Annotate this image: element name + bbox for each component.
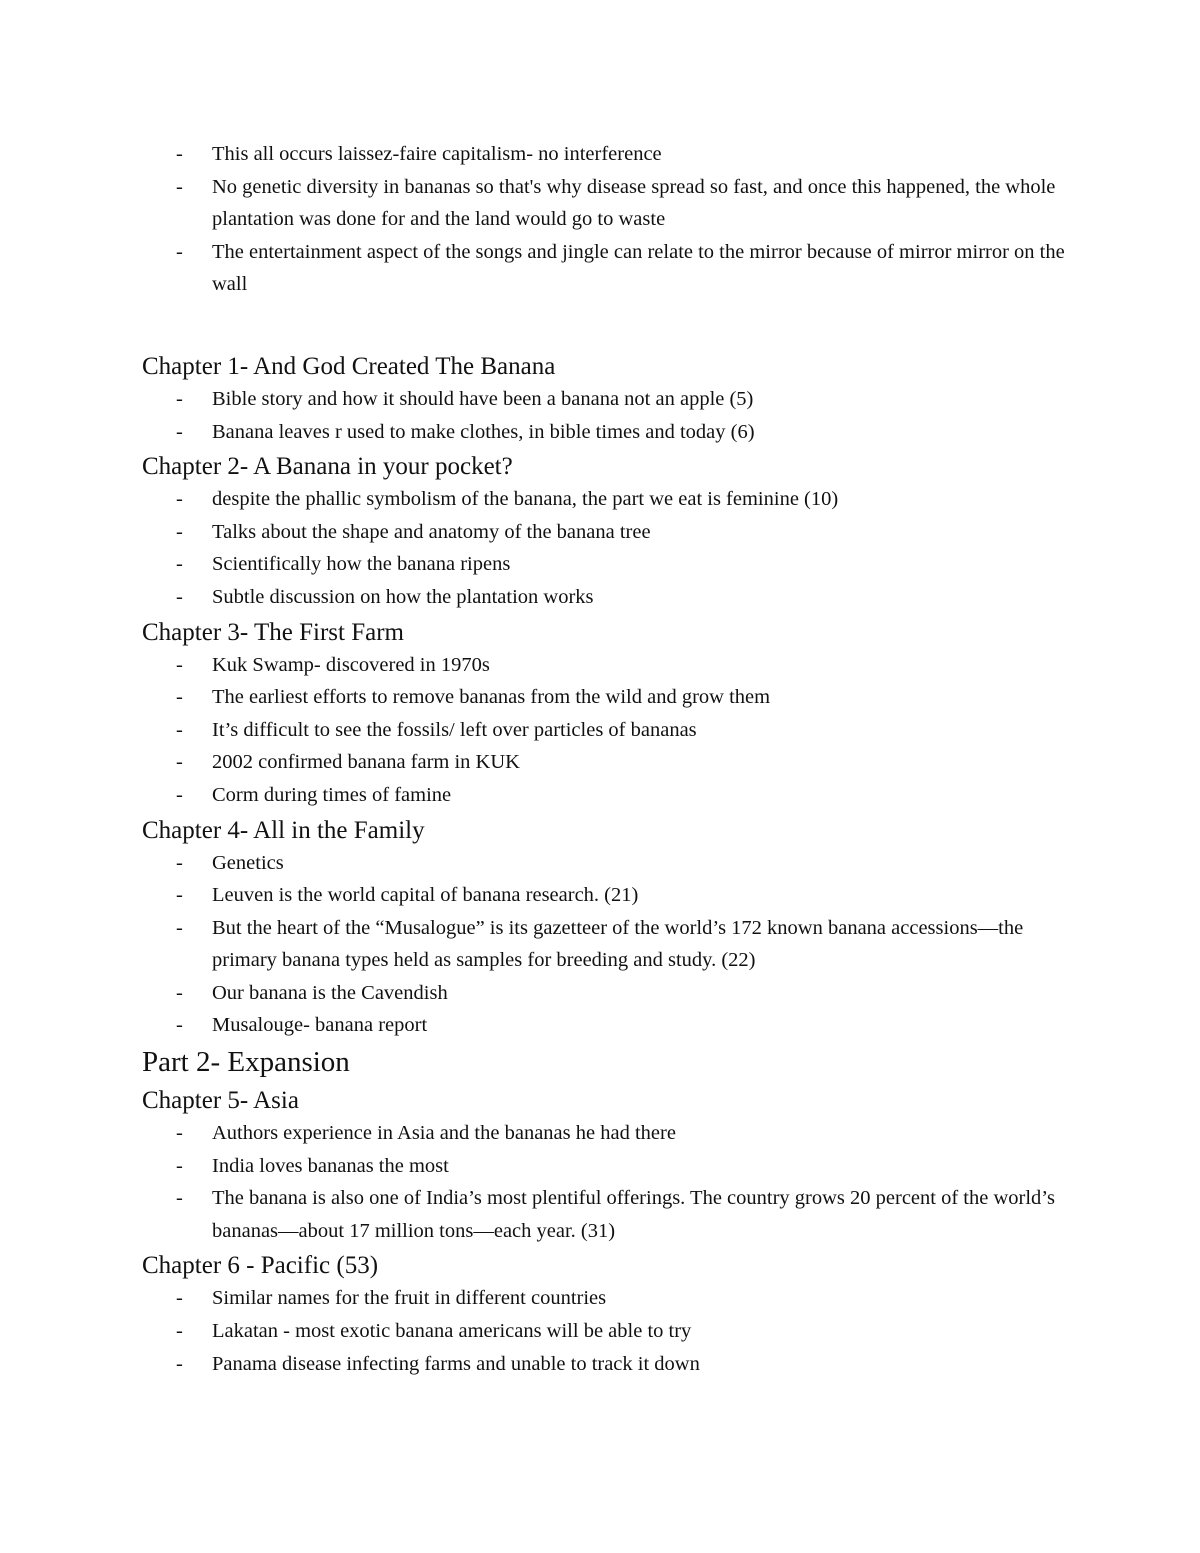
bullet-dash: - [176,1014,183,1037]
list-item [142,912,1080,977]
list-item [142,681,1080,714]
chapter-6-bullet-list [142,1282,1080,1380]
list-item [142,977,1080,1010]
list-item [142,879,1080,912]
bullet-text: It’s difficult to see the fossils/ left over particles of bananas [212,718,697,741]
chapter-6-heading: Chapter 6 - Pacific (53) [142,1252,379,1280]
bullet-dash: - [176,916,183,939]
bullet-dash: - [176,783,183,806]
list-item [142,1282,1080,1315]
list-item [142,1182,1080,1247]
bullet-text: The banana is also one of India’s most plentiful offerings. The country grows 20 percent of the world’s bananas—about 17 million tons—each year. (31) [212,1187,1055,1242]
bullet-text: Authors experience in Asia and the bananas he had there [212,1122,676,1145]
bullet-dash: - [176,1187,183,1210]
bullet-dash: - [176,751,183,774]
chapter-1-bullet-list [142,383,1080,448]
list-item [142,1315,1080,1348]
bullet-text: Kuk Swamp- discovered in 1970s [212,653,490,676]
bullet-dash: - [176,585,183,608]
chapter-4-heading: Chapter 4- All in the Family [142,816,425,844]
part-2-heading: Part 2- Expansion [142,1046,350,1079]
list-item [142,847,1080,880]
list-item [142,649,1080,682]
bullet-dash: - [176,1352,183,1375]
list-item [142,236,1080,301]
bullet-dash: - [176,981,183,1004]
list-item [142,779,1080,812]
bullet-dash: - [176,653,183,676]
list-item [142,746,1080,779]
bullet-dash: - [176,1287,183,1310]
bullet-dash: - [176,553,183,576]
bullet-text: Lakatan - most exotic banana americans will be able to try [212,1320,692,1343]
list-item [142,1348,1080,1381]
bullet-dash: - [176,488,183,511]
bullet-text: Subtle discussion on how the plantation works [212,585,594,608]
list-item [142,548,1080,581]
bullet-dash: - [176,718,183,741]
bullet-text: 2002 confirmed banana farm in KUK [212,751,520,774]
bullet-text: Scientifically how the banana ripens [212,553,511,576]
bullet-text: No genetic diversity in bananas so that's why disease spread so fast, and once this happened, the whole plantation was done for and the land would go to waste [212,175,1056,231]
bullet-dash: - [176,420,183,443]
bullet-text: Leuven is the world capital of banana research. (21) [212,884,639,907]
bullet-dash: - [176,520,183,543]
chapter-3-heading: Chapter 3- The First Farm [142,618,404,646]
bullet-text: Corm during times of famine [212,783,452,806]
list-item [142,581,1080,614]
list-item [142,383,1080,416]
bullet-text: Musalouge- banana report [212,1014,428,1037]
bullet-dash: - [176,1154,183,1177]
list-item [142,483,1080,516]
bullet-text: Similar names for the fruit in different countries [212,1287,607,1310]
chapter-3-bullet-list [142,649,1080,812]
bullet-text: The entertainment aspect of the songs and jingle can relate to the mirror because of mirror mirror on the wall [212,240,1065,296]
list-item [142,171,1080,236]
bullet-dash: - [176,143,183,165]
bullet-dash: - [176,387,183,410]
list-item [142,516,1080,549]
bullet-text: Genetics [212,851,284,874]
bullet-dash: - [176,240,183,263]
bullet-text: The earliest efforts to remove bananas from the wild and grow them [212,686,771,709]
bullet-text: Panama disease infecting farms and unable to track it down [212,1352,700,1375]
list-item [142,714,1080,747]
list-item [142,1150,1080,1183]
bullet-dash: - [176,686,183,709]
bullet-dash: - [176,884,183,907]
chapter-5-bullet-list [142,1117,1080,1247]
list-item [142,138,1080,171]
bullet-dash: - [176,175,183,198]
chapter-2-heading: Chapter 2- A Banana in your pocket? [142,453,513,481]
bullet-text: despite the phallic symbolism of the banana, the part we eat is feminine (10) [212,488,839,511]
bullet-text: Our banana is the Cavendish [212,981,448,1004]
bullet-text: Bible story and how it should have been a banana not an apple (5) [212,387,754,410]
intro-bullet-list [142,138,1080,301]
chapter-4-bullet-list [142,847,1080,1043]
bullet-text: Banana leaves r used to make clothes, in bible times and today (6) [212,420,755,443]
list-item [142,1009,1080,1042]
bullet-dash: - [176,1320,183,1343]
bullet-text: Talks about the shape and anatomy of the banana tree [212,520,651,543]
bullet-dash: - [176,1122,183,1145]
bullet-text: India loves bananas the most [212,1154,449,1177]
chapter-5-heading: Chapter 5- Asia [142,1087,299,1115]
list-item [142,416,1080,449]
bullet-dash: - [176,851,183,874]
bullet-text: But the heart of the “Musalogue” is its gazetteer of the world’s 172 known banana accessions—the primary banana types held as samples for breeding and study. (22) [212,916,1024,972]
chapter-1-heading: Chapter 1- And God Created The Banana [142,352,556,380]
chapter-2-bullet-list [142,483,1080,613]
bullet-text: This all occurs laissez-faire capitalism- no interference [212,143,662,165]
list-item [142,1117,1080,1150]
